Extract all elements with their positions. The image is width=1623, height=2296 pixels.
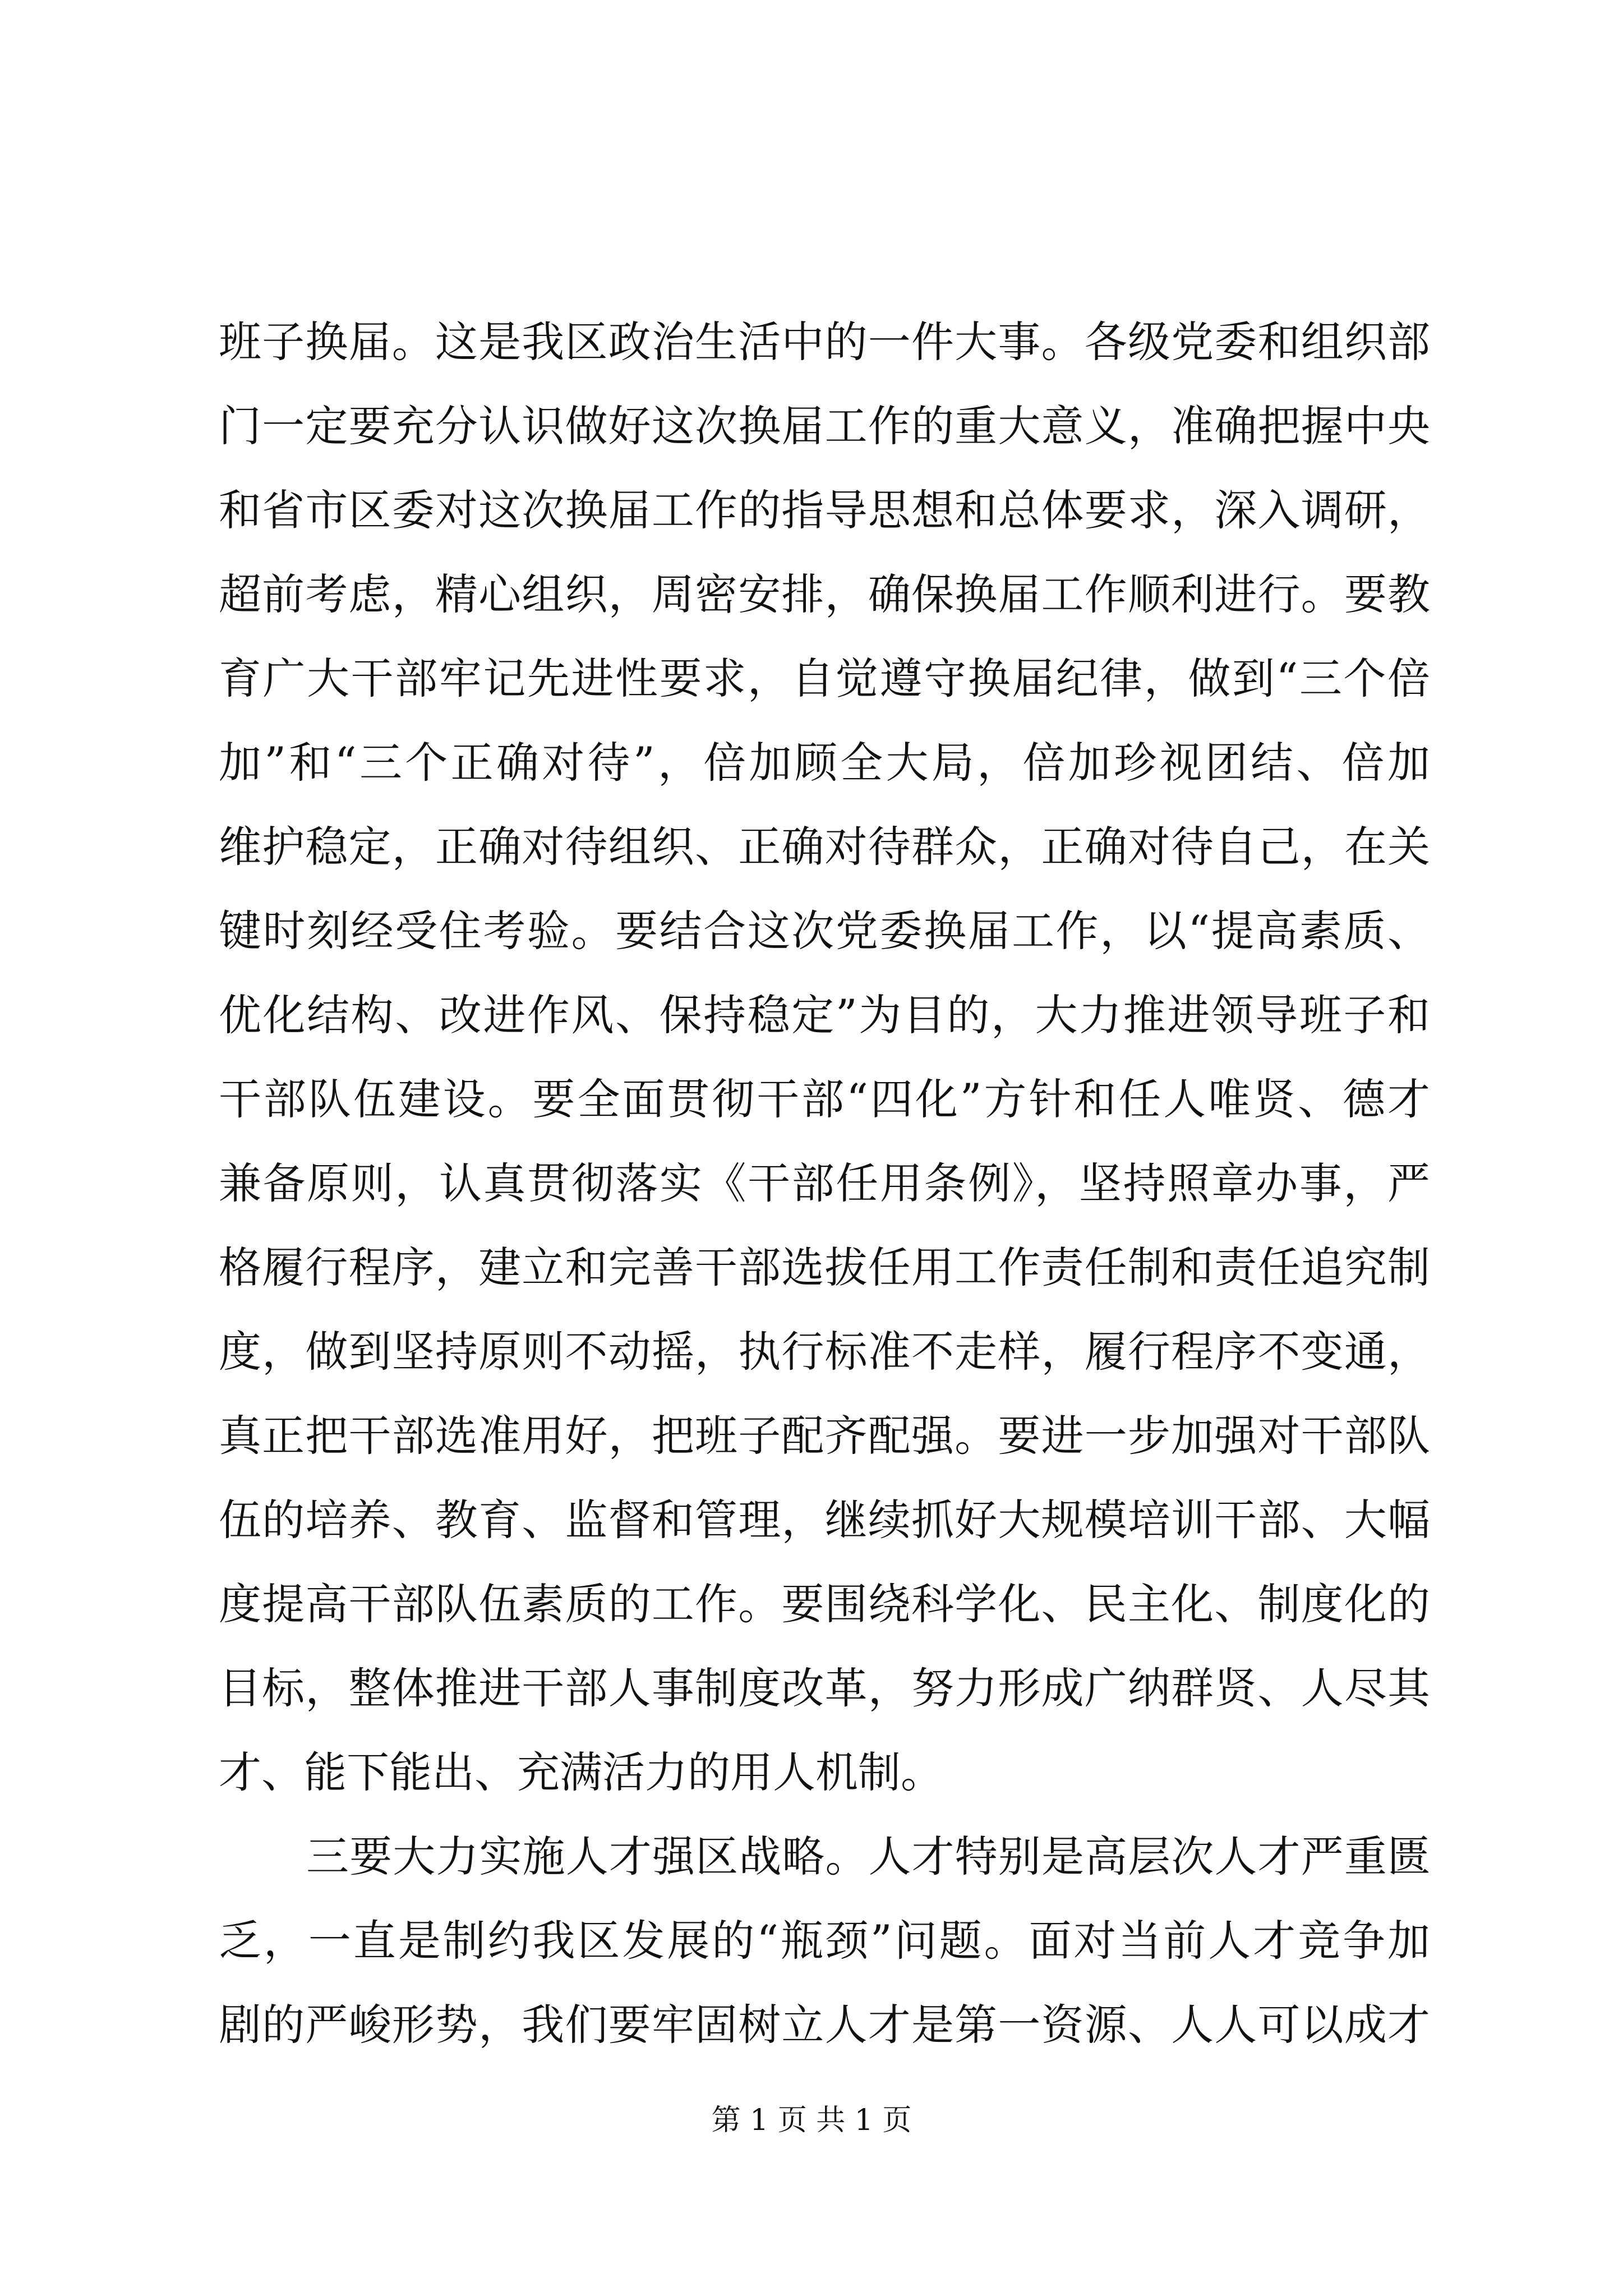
text-line: 班子换届。这是我区政治生活中的一件大事。各级党委和组织部 (219, 317, 1430, 367)
text-line: 真正把干部选准用好，把班子配齐配强。要进一步加强对干部队 (219, 1411, 1430, 1461)
text-line: 优化结构、改进作风、保持稳定”为目的，大力推进领导班子和 (219, 990, 1430, 1040)
text-line: 键时刻经受住考验。要结合这次党委换届工作，以“提高素质、 (219, 906, 1430, 956)
text-line: 兼备原则，认真贯彻落实《干部任用条例》，坚持照章办事，严 (219, 1158, 1430, 1208)
text-line: 干部队伍建设。要全面贯彻干部“四化”方针和任人唯贤、德才 (219, 1074, 1430, 1124)
text-line: 乏，一直是制约我区发展的“瓶颈”问题。面对当前人才竞争加 (219, 1916, 1430, 1966)
text-line: 伍的培养、教育、监督和管理，继续抓好大规模培训干部、大幅 (219, 1495, 1430, 1545)
text-line: 维护稳定，正确对待组织、正确对待群众，正确对待自己，在关 (219, 822, 1430, 872)
text-line: 度提高干部队伍素质的工作。要围绕科学化、民主化、制度化的 (219, 1579, 1430, 1629)
text-line: 加”和“三个正确对待”，倍加顾全大局，倍加珍视团结、倍加 (219, 738, 1430, 788)
text-line: 和省市区委对这次换届工作的指导思想和总体要求，深入调研， (219, 485, 1430, 535)
page-number-footer: 第 1 页 共 1 页 (711, 2104, 912, 2137)
document-body (219, 300, 1430, 2067)
text-line: 门一定要充分认识做好这次换届工作的重大意义，准确把握中央 (219, 401, 1430, 451)
text-line: 格履行程序，建立和完善干部选拔任用工作责任制和责任追究制 (219, 1243, 1430, 1292)
paragraph-end-line: 才、能下能出、充满活力的用人机制。 (219, 1747, 943, 1797)
text-line: 剧的严峻形势，我们要牢固树立人才是第一资源、人人可以成才 (219, 2000, 1430, 2050)
text-line: 育广大干部牢记先进性要求，自觉遵守换届纪律，做到“三个倍 (219, 654, 1430, 703)
text-line: 超前考虑，精心组织，周密安排，确保换届工作顺利进行。要教 (219, 569, 1430, 619)
text-line: 目标，整体推进干部人事制度改革，努力形成广纳群贤、人尽其 (219, 1663, 1430, 1713)
paragraph-first-line: 三要大力实施人才强区战略。人才特别是高层次人才严重匮 (306, 1832, 1430, 1881)
text-line: 度，做到坚持原则不动摇，执行标准不走样，履行程序不变通， (219, 1327, 1430, 1377)
